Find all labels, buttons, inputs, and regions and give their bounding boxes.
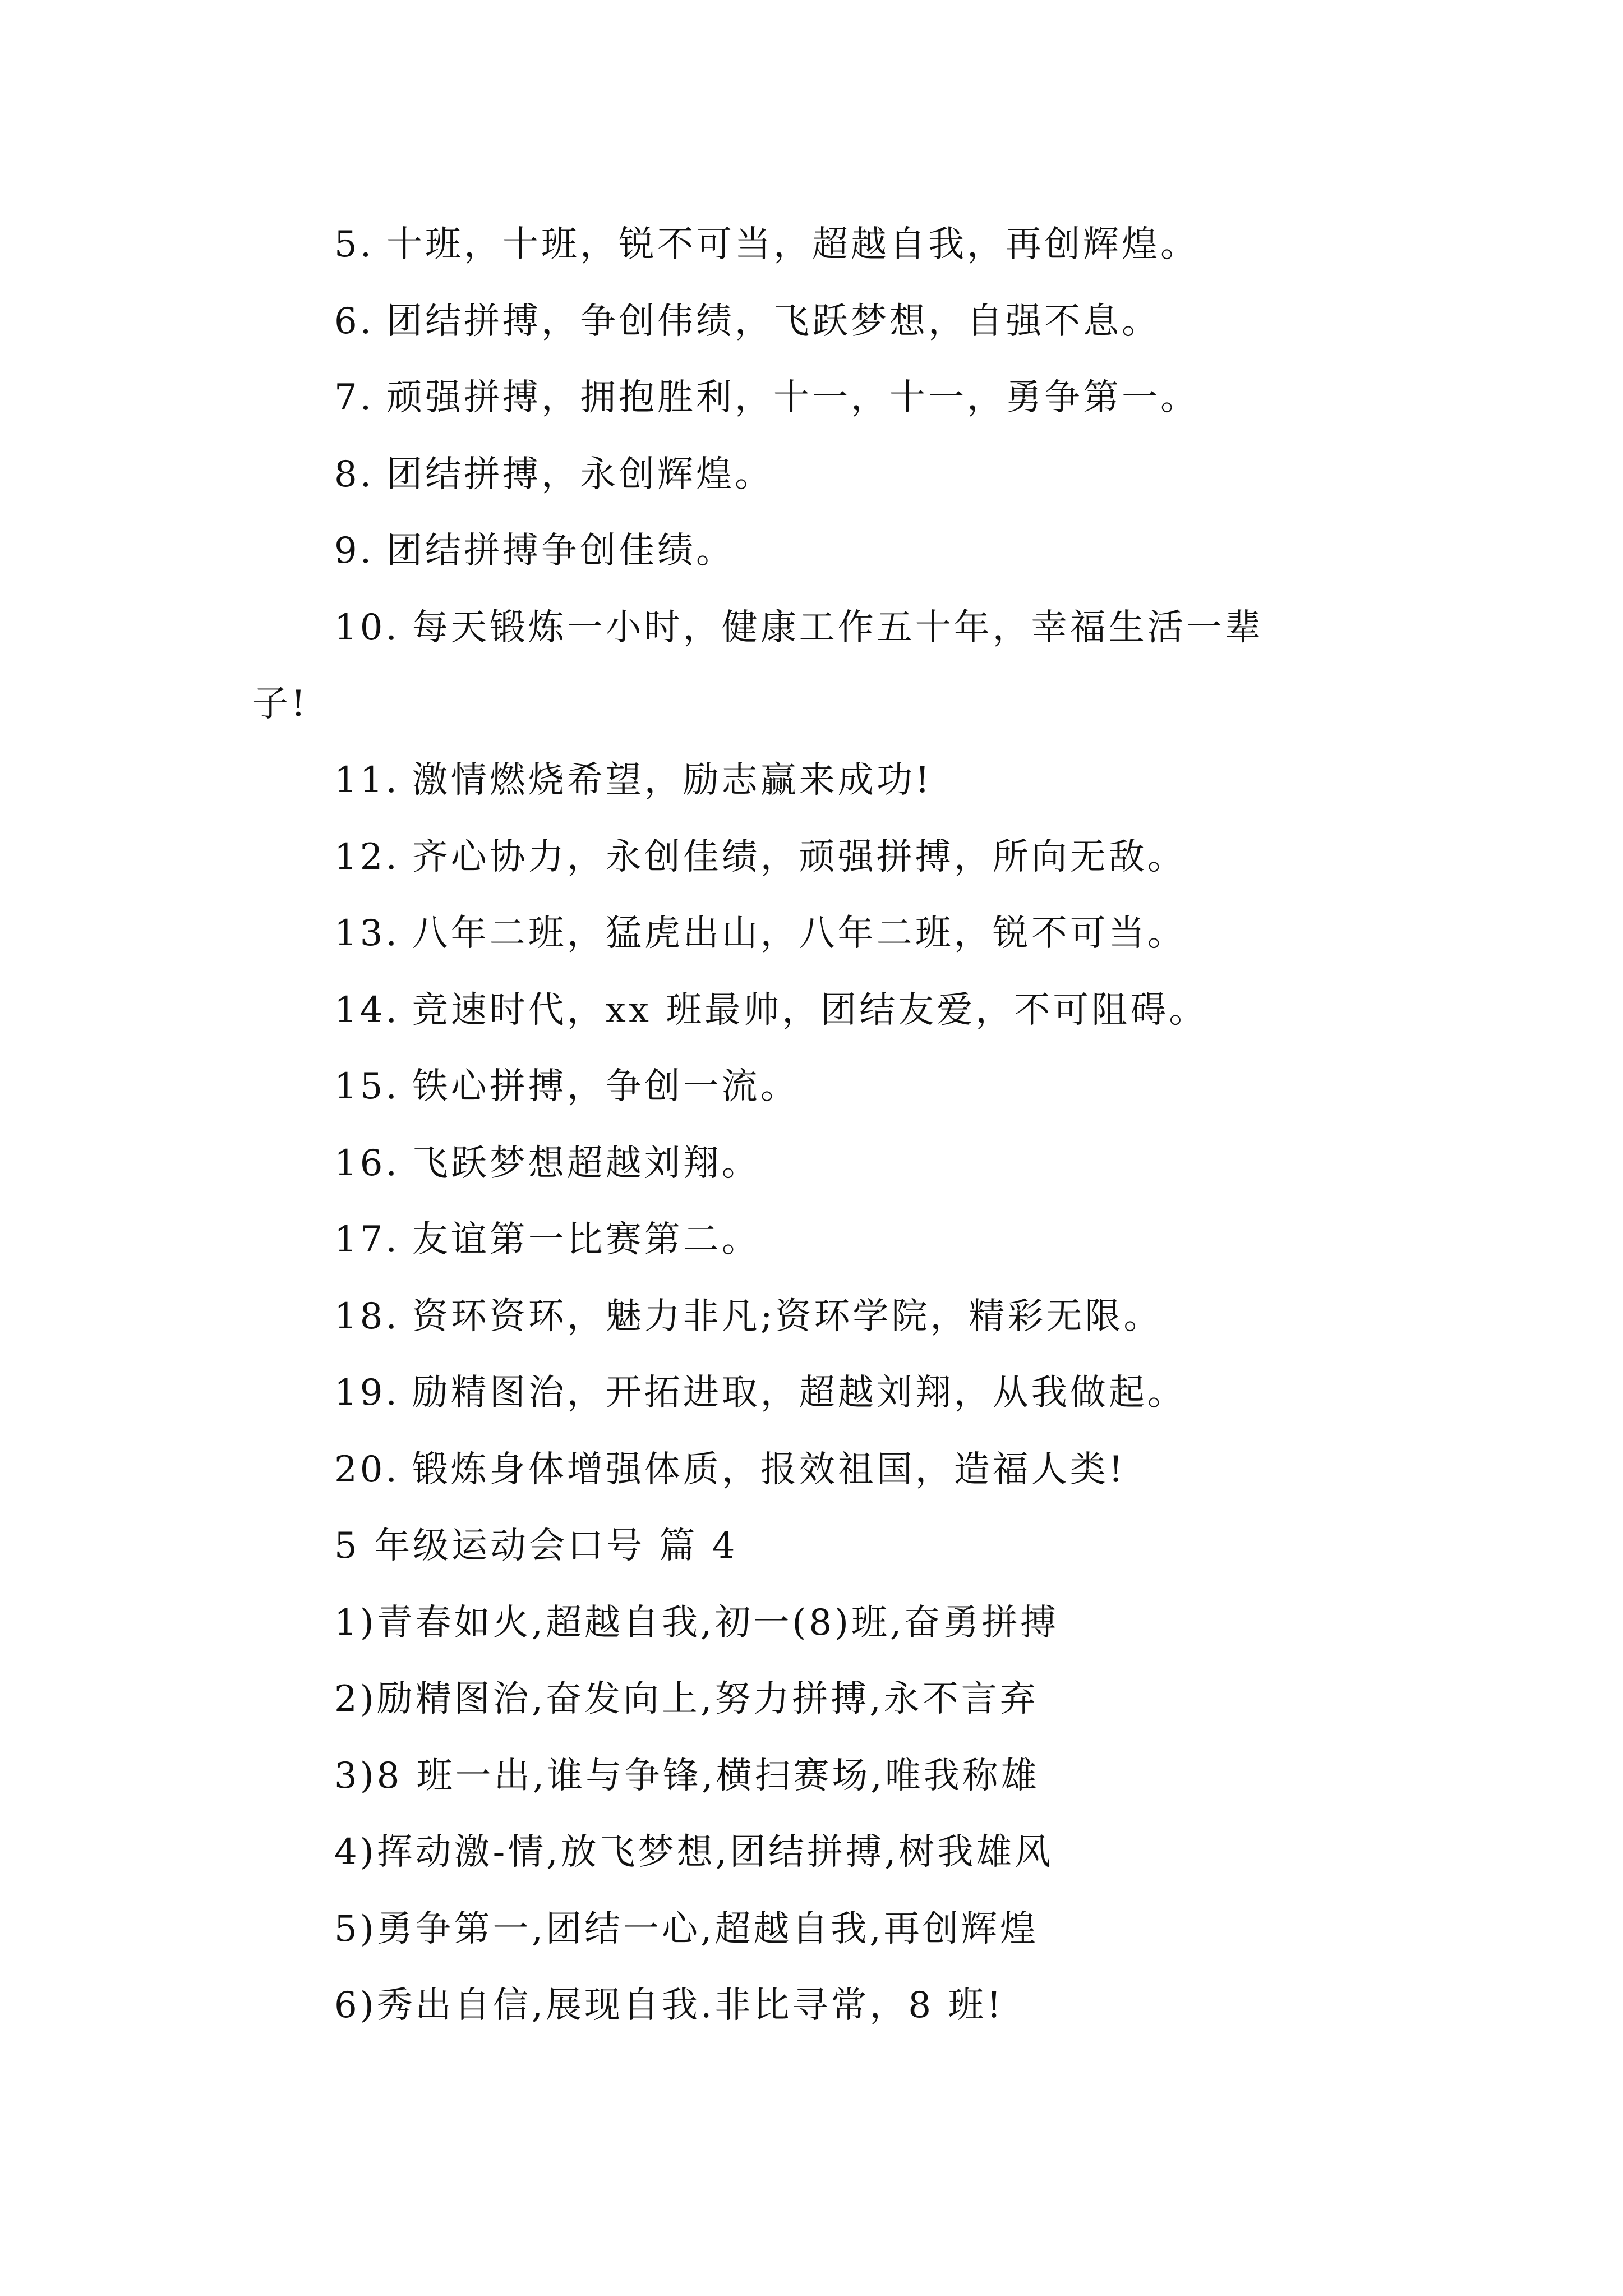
item-number: 20. bbox=[334, 1449, 400, 1490]
list-item bbox=[334, 1296, 1163, 1337]
slogan-item: 6)秀出自信,展现自我.非比寻常，8 班! bbox=[334, 1985, 1004, 2026]
item-text: 团结拼搏争创佳绩。 bbox=[386, 530, 735, 572]
item-text: 飞跃梦想超越刘翔。 bbox=[412, 1143, 760, 1184]
item-number: 7. bbox=[334, 377, 375, 418]
item-number: 6. bbox=[334, 301, 375, 342]
item-text: 资环资环，魅力非凡;资环学院，精彩无限。 bbox=[412, 1296, 1163, 1337]
list-item bbox=[334, 836, 1186, 878]
item-text: 团结拼搏，永创辉煌。 bbox=[386, 454, 774, 495]
item-text: 子! bbox=[252, 683, 308, 725]
list-item-continuation bbox=[252, 683, 308, 725]
item-text: 友谊第一比赛第二。 bbox=[412, 1219, 760, 1260]
list-item bbox=[334, 760, 933, 801]
list-item bbox=[334, 913, 1186, 954]
slogan-item: 1)青春如火,超越自我,初一(8)班,奋勇拼搏 bbox=[334, 1602, 1059, 1644]
list-item bbox=[334, 607, 1264, 648]
list-item bbox=[334, 1449, 1126, 1490]
item-text: 激情燃烧希望，励志赢来成功! bbox=[412, 760, 933, 801]
list-item bbox=[334, 1372, 1186, 1414]
list-item bbox=[334, 530, 735, 572]
item-number: 5. bbox=[334, 224, 375, 265]
slogan-item: 3)8 班一出,谁与争锋,横扫赛场,唯我称雄 bbox=[334, 1755, 1040, 1797]
list-item bbox=[334, 1143, 760, 1184]
item-text: 锻炼身体增强体质，报效祖国，造福人类! bbox=[412, 1449, 1126, 1490]
item-text: 十班，十班，锐不可当，超越自我，再创辉煌。 bbox=[386, 224, 1200, 265]
item-number: 12. bbox=[334, 836, 400, 878]
item-number: 13. bbox=[334, 913, 400, 954]
item-text: 顽强拼搏，拥抱胜利，十一，十一，勇争第一。 bbox=[386, 377, 1200, 418]
item-number: 10. bbox=[334, 607, 400, 648]
item-text: 每天锻炼一小时，健康工作五十年，幸福生活一辈 bbox=[412, 607, 1264, 648]
item-number: 11. bbox=[334, 760, 400, 801]
slogan-item: 2)励精图治,奋发向上,努力拼搏,永不言弃 bbox=[334, 1678, 1039, 1720]
item-text: 励精图治，开拓进取，超越刘翔，从我做起。 bbox=[412, 1372, 1186, 1414]
item-text: 铁心拼搏，争创一流。 bbox=[412, 1066, 799, 1107]
item-number: 15. bbox=[334, 1066, 400, 1107]
section-heading: 5 年级运动会口号 篇 4 bbox=[334, 1525, 738, 1567]
list-item bbox=[334, 454, 774, 495]
item-text: 团结拼搏，争创伟绩，飞跃梦想，自强不息。 bbox=[386, 301, 1161, 342]
item-text: 竞速时代，xx 班最帅，团结友爱，不可阻碍。 bbox=[412, 990, 1208, 1031]
slogan-item: 5)勇争第一,团结一心,超越自我,再创辉煌 bbox=[334, 1908, 1039, 1950]
item-text: 齐心协力，永创佳绩，顽强拼搏，所向无敌。 bbox=[412, 836, 1186, 878]
item-number: 14. bbox=[334, 990, 400, 1031]
item-number: 9. bbox=[334, 530, 375, 572]
list-item bbox=[334, 301, 1161, 342]
item-number: 17. bbox=[334, 1219, 400, 1260]
list-item bbox=[334, 1066, 799, 1107]
list-item bbox=[334, 377, 1200, 418]
item-number: 8. bbox=[334, 454, 375, 495]
item-number: 16. bbox=[334, 1143, 400, 1184]
list-item bbox=[334, 1219, 760, 1260]
list-item bbox=[334, 990, 1208, 1031]
slogan-item: 4)挥动激-情,放飞梦想,团结拼搏,树我雄风 bbox=[334, 1832, 1054, 1873]
item-number: 19. bbox=[334, 1372, 400, 1414]
list-item bbox=[334, 224, 1200, 265]
item-text: 八年二班，猛虎出山，八年二班，锐不可当。 bbox=[412, 913, 1186, 954]
item-number: 18. bbox=[334, 1296, 400, 1337]
